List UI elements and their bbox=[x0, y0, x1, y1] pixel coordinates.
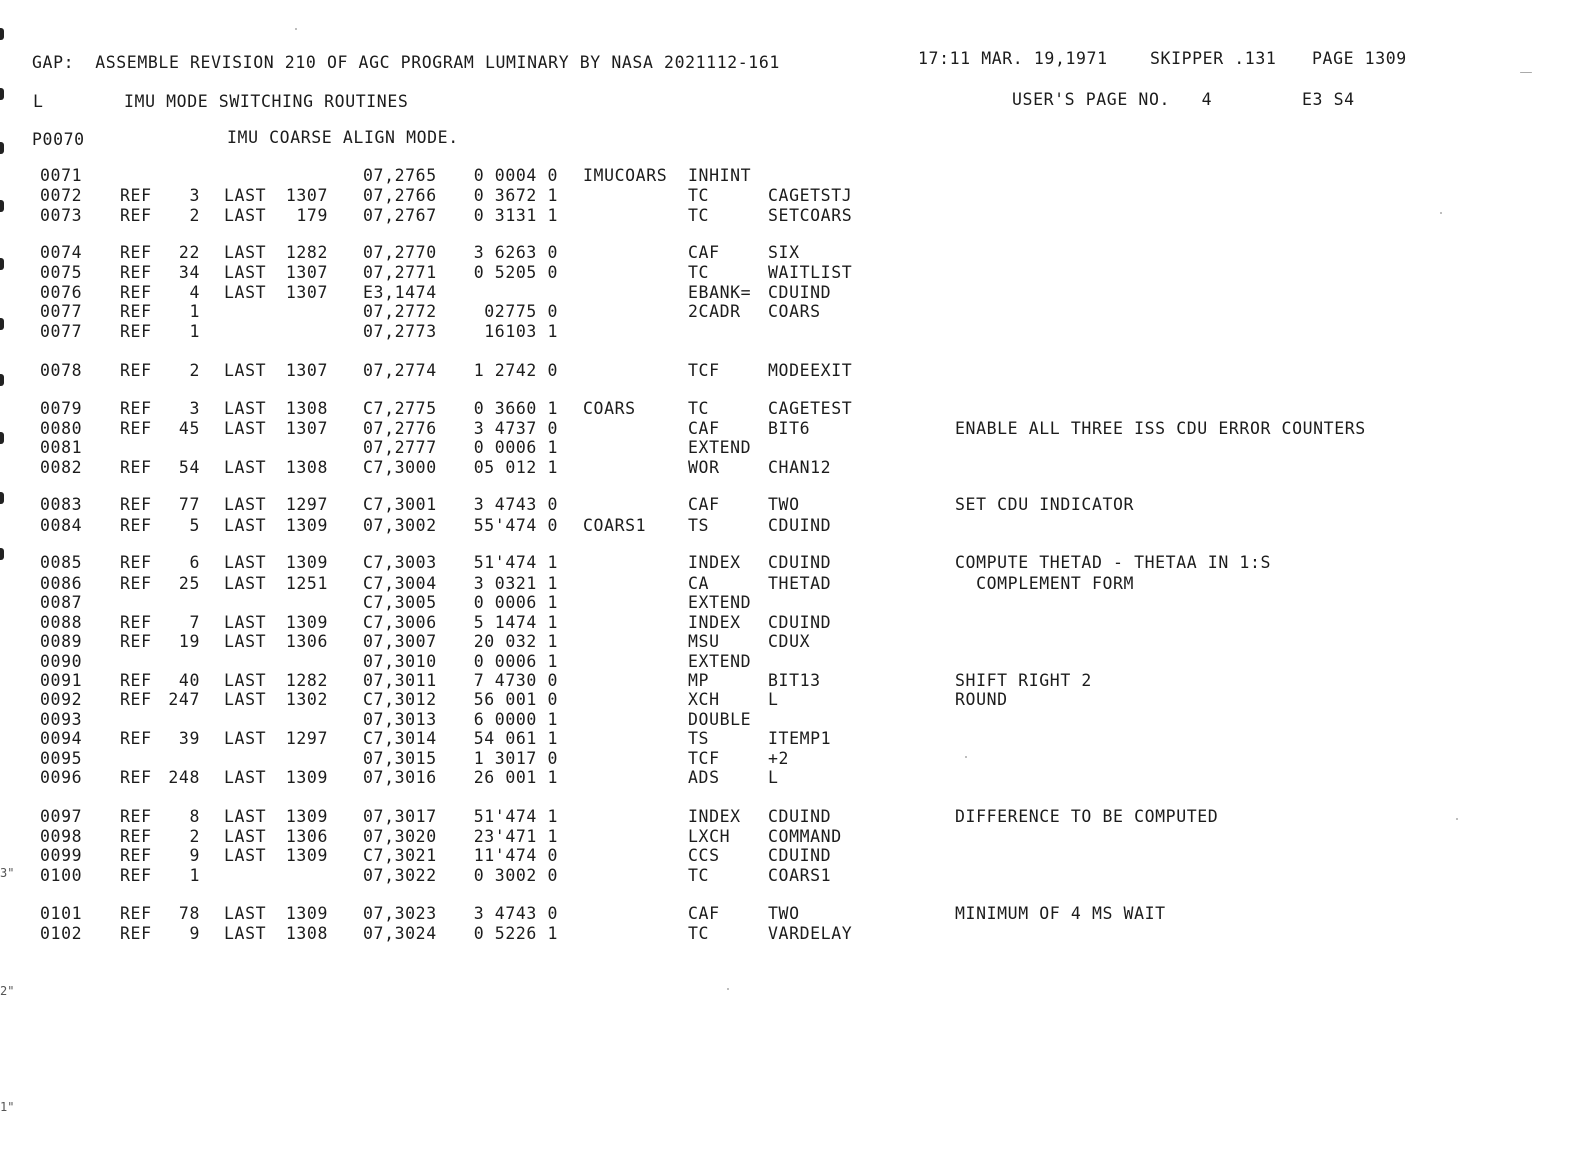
row-lastnum: 1306 bbox=[285, 632, 328, 651]
row-addr: 07,3002 bbox=[363, 516, 437, 535]
row-addr: 07,2774 bbox=[363, 361, 437, 380]
row-addr: C7,3001 bbox=[363, 495, 437, 514]
row-line: 0085 bbox=[40, 553, 83, 572]
row-label: COARS bbox=[583, 399, 636, 418]
row-comment: DIFFERENCE TO BE COMPUTED bbox=[955, 807, 1219, 826]
row-last: LAST bbox=[224, 632, 267, 651]
punch-hole bbox=[0, 142, 4, 154]
row-comment: ENABLE ALL THREE ISS CDU ERROR COUNTERS bbox=[955, 419, 1366, 438]
row-lastnum: 179 bbox=[296, 206, 328, 225]
row-lastnum: 1309 bbox=[285, 807, 328, 826]
row-ref: REF bbox=[120, 690, 152, 709]
row-operand: ITEMP1 bbox=[768, 729, 832, 748]
row-comment: COMPLEMENT FORM bbox=[955, 574, 1135, 593]
row-code: 23'471 1 bbox=[473, 827, 558, 846]
row-line: 0089 bbox=[40, 632, 83, 651]
row-last: LAST bbox=[224, 283, 267, 302]
row-operand: SIX bbox=[768, 243, 800, 262]
row-code: 0 0004 0 bbox=[473, 166, 558, 185]
scan-speck bbox=[1456, 818, 1458, 820]
skipper-label: SKIPPER .131 bbox=[1150, 49, 1277, 68]
row-op: CAF bbox=[688, 904, 720, 923]
row-op: LXCH bbox=[688, 827, 731, 846]
row-last: LAST bbox=[224, 924, 267, 943]
row-addr: 07,2771 bbox=[363, 263, 437, 282]
row-addr: 07,2776 bbox=[363, 419, 437, 438]
row-line: 0090 bbox=[40, 652, 83, 671]
row-addr: 07,3020 bbox=[363, 827, 437, 846]
row-op: TC bbox=[688, 263, 710, 282]
row-ref: REF bbox=[120, 827, 152, 846]
row-line: 0095 bbox=[40, 749, 83, 768]
row-operand: COMMAND bbox=[768, 827, 842, 846]
row-line: 0072 bbox=[40, 186, 83, 205]
row-code: 0 0006 1 bbox=[473, 652, 558, 671]
row-code: 20 032 1 bbox=[473, 632, 558, 651]
row-lastnum: 1307 bbox=[285, 263, 328, 282]
row-code: 0 3002 0 bbox=[473, 866, 558, 885]
routine-title: IMU MODE SWITCHING ROUTINES bbox=[124, 92, 409, 111]
row-op: DOUBLE bbox=[688, 710, 752, 729]
row-addr: 07,3015 bbox=[363, 749, 437, 768]
row-lastnum: 1251 bbox=[285, 574, 328, 593]
row-operand: MODEEXIT bbox=[768, 361, 853, 380]
row-refnum: 2 bbox=[189, 206, 200, 225]
row-op: CAF bbox=[688, 243, 720, 262]
row-addr: C7,3000 bbox=[363, 458, 437, 477]
margin-mark: 1" bbox=[0, 1100, 15, 1114]
punch-hole bbox=[0, 258, 4, 270]
row-lastnum: 1308 bbox=[285, 924, 328, 943]
row-ref: REF bbox=[120, 322, 152, 341]
row-last: LAST bbox=[224, 846, 267, 865]
row-refnum: 6 bbox=[189, 553, 200, 572]
row-lastnum: 1309 bbox=[285, 553, 328, 572]
row-refnum: 40 bbox=[178, 671, 200, 690]
row-line: 0091 bbox=[40, 671, 83, 690]
row-ref: REF bbox=[120, 263, 152, 282]
punch-hole bbox=[0, 28, 4, 40]
row-code: 7 4730 0 bbox=[473, 671, 558, 690]
row-ref: REF bbox=[120, 495, 152, 514]
row-line: 0077 bbox=[40, 302, 83, 321]
row-refnum: 2 bbox=[189, 827, 200, 846]
row-ref: REF bbox=[120, 283, 152, 302]
row-op: XCH bbox=[688, 690, 720, 709]
row-line: 0080 bbox=[40, 419, 83, 438]
row-code: 0 3672 1 bbox=[473, 186, 558, 205]
row-last: LAST bbox=[224, 574, 267, 593]
users-page: USER'S PAGE NO. 4 bbox=[1012, 90, 1213, 109]
row-ref: REF bbox=[120, 846, 152, 865]
row-code: 3 4743 0 bbox=[473, 904, 558, 923]
row-addr: 07,2765 bbox=[363, 166, 437, 185]
row-ref: REF bbox=[120, 302, 152, 321]
row-code: 05 012 1 bbox=[473, 458, 558, 477]
punch-hole bbox=[0, 548, 4, 560]
row-ref: REF bbox=[120, 516, 152, 535]
row-op: TC bbox=[688, 186, 710, 205]
row-last: LAST bbox=[224, 186, 267, 205]
row-operand: CDUIND bbox=[768, 553, 832, 572]
row-refnum: 19 bbox=[178, 632, 200, 651]
row-lastnum: 1307 bbox=[285, 283, 328, 302]
row-code: 02775 0 bbox=[484, 302, 558, 321]
row-addr: 07,3017 bbox=[363, 807, 437, 826]
row-line: 0078 bbox=[40, 361, 83, 380]
row-refnum: 78 bbox=[178, 904, 200, 923]
row-op: CAF bbox=[688, 495, 720, 514]
row-code: 3 4737 0 bbox=[473, 419, 558, 438]
row-comment: ROUND bbox=[955, 690, 1008, 709]
section-title: IMU COARSE ALIGN MODE. bbox=[227, 128, 459, 147]
row-refnum: 77 bbox=[178, 495, 200, 514]
row-refnum: 3 bbox=[189, 399, 200, 418]
row-line: 0098 bbox=[40, 827, 83, 846]
row-line: 0099 bbox=[40, 846, 83, 865]
row-operand: CAGETSTJ bbox=[768, 186, 853, 205]
row-last: LAST bbox=[224, 768, 267, 787]
row-line: 0086 bbox=[40, 574, 83, 593]
row-lastnum: 1307 bbox=[285, 186, 328, 205]
row-operand: CDUIND bbox=[768, 613, 832, 632]
row-op: CA bbox=[688, 574, 710, 593]
row-line: 0083 bbox=[40, 495, 83, 514]
row-addr: 07,3011 bbox=[363, 671, 437, 690]
row-last: LAST bbox=[224, 807, 267, 826]
row-last: LAST bbox=[224, 263, 267, 282]
row-operand: L bbox=[768, 690, 779, 709]
row-op: MSU bbox=[688, 632, 720, 651]
row-label: COARS1 bbox=[583, 516, 647, 535]
row-line: 0102 bbox=[40, 924, 83, 943]
row-operand: CDUIND bbox=[768, 516, 832, 535]
row-addr: 07,2766 bbox=[363, 186, 437, 205]
row-refnum: 9 bbox=[189, 924, 200, 943]
row-last: LAST bbox=[224, 516, 267, 535]
row-operand: CDUIND bbox=[768, 807, 832, 826]
punch-hole bbox=[0, 492, 4, 504]
row-addr: 07,3024 bbox=[363, 924, 437, 943]
row-last: LAST bbox=[224, 243, 267, 262]
row-operand: L bbox=[768, 768, 779, 787]
row-code: 0 5205 0 bbox=[473, 263, 558, 282]
row-refnum: 248 bbox=[168, 768, 200, 787]
row-ref: REF bbox=[120, 243, 152, 262]
row-refnum: 1 bbox=[189, 322, 200, 341]
row-op: INDEX bbox=[688, 613, 741, 632]
row-refnum: 5 bbox=[189, 516, 200, 535]
row-line: 0082 bbox=[40, 458, 83, 477]
row-addr: 07,3023 bbox=[363, 904, 437, 923]
scan-speck bbox=[295, 28, 297, 30]
row-addr: 07,2772 bbox=[363, 302, 437, 321]
row-op: TS bbox=[688, 729, 710, 748]
row-last: LAST bbox=[224, 553, 267, 572]
row-refnum: 54 bbox=[178, 458, 200, 477]
row-refnum: 1 bbox=[189, 866, 200, 885]
row-op: TC bbox=[688, 399, 710, 418]
row-code: 26 001 1 bbox=[473, 768, 558, 787]
row-line: 0087 bbox=[40, 593, 83, 612]
row-refnum: 7 bbox=[189, 613, 200, 632]
row-op: TC bbox=[688, 206, 710, 225]
row-ref: REF bbox=[120, 574, 152, 593]
row-addr: 07,3022 bbox=[363, 866, 437, 885]
row-op: EBANK= bbox=[688, 283, 752, 302]
row-ref: REF bbox=[120, 613, 152, 632]
row-addr: 07,2770 bbox=[363, 243, 437, 262]
row-refnum: 2 bbox=[189, 361, 200, 380]
row-refnum: 34 bbox=[178, 263, 200, 282]
row-addr: C7,3014 bbox=[363, 729, 437, 748]
row-line: 0092 bbox=[40, 690, 83, 709]
row-op: WOR bbox=[688, 458, 720, 477]
row-line: 0073 bbox=[40, 206, 83, 225]
row-last: LAST bbox=[224, 671, 267, 690]
punch-hole bbox=[0, 318, 4, 330]
row-code: 0 0006 1 bbox=[473, 438, 558, 457]
listing-type: L bbox=[33, 92, 44, 111]
row-code: 0 5226 1 bbox=[473, 924, 558, 943]
row-last: LAST bbox=[224, 361, 267, 380]
row-code: 3 4743 0 bbox=[473, 495, 558, 514]
row-addr: 07,2777 bbox=[363, 438, 437, 457]
row-code: 0 3660 1 bbox=[473, 399, 558, 418]
row-operand: THETAD bbox=[768, 574, 832, 593]
row-op: TCF bbox=[688, 749, 720, 768]
row-line: 0079 bbox=[40, 399, 83, 418]
row-operand: COARS bbox=[768, 302, 821, 321]
row-line: 0075 bbox=[40, 263, 83, 282]
punch-hole bbox=[0, 374, 4, 386]
row-refnum: 9 bbox=[189, 846, 200, 865]
punch-hole bbox=[0, 88, 4, 100]
scan-speck bbox=[965, 756, 967, 758]
row-last: LAST bbox=[224, 729, 267, 748]
row-op: EXTEND bbox=[688, 438, 752, 457]
row-op: EXTEND bbox=[688, 652, 752, 671]
row-op: 2CADR bbox=[688, 302, 741, 321]
row-code: 1 3017 0 bbox=[473, 749, 558, 768]
row-comment: MINIMUM OF 4 MS WAIT bbox=[955, 904, 1166, 923]
row-op: ADS bbox=[688, 768, 720, 787]
row-ref: REF bbox=[120, 866, 152, 885]
row-refnum: 4 bbox=[189, 283, 200, 302]
row-addr: 07,3010 bbox=[363, 652, 437, 671]
row-operand: COARS1 bbox=[768, 866, 832, 885]
row-operand: WAITLIST bbox=[768, 263, 853, 282]
timestamp: 17:11 MAR. 19,1971 bbox=[918, 49, 1108, 68]
row-label: IMUCOARS bbox=[583, 166, 668, 185]
row-lastnum: 1309 bbox=[285, 846, 328, 865]
row-lastnum: 1309 bbox=[285, 904, 328, 923]
row-op: CAF bbox=[688, 419, 720, 438]
row-last: LAST bbox=[224, 458, 267, 477]
row-code: 3 6263 0 bbox=[473, 243, 558, 262]
row-operand: CDUX bbox=[768, 632, 811, 651]
row-addr: C7,3012 bbox=[363, 690, 437, 709]
row-op: MP bbox=[688, 671, 710, 690]
row-operand: CAGETEST bbox=[768, 399, 853, 418]
row-ref: REF bbox=[120, 399, 152, 418]
row-code: 51'474 1 bbox=[473, 553, 558, 572]
row-code: 3 0321 1 bbox=[473, 574, 558, 593]
row-line: 0101 bbox=[40, 904, 83, 923]
row-addr: C7,3021 bbox=[363, 846, 437, 865]
row-line: 0088 bbox=[40, 613, 83, 632]
row-last: LAST bbox=[224, 495, 267, 514]
row-op: TS bbox=[688, 516, 710, 535]
row-line: 0077 bbox=[40, 322, 83, 341]
row-comment: COMPUTE THETAD - THETAA IN 1:S bbox=[955, 553, 1272, 572]
row-line: 0100 bbox=[40, 866, 83, 885]
row-addr: 07,3016 bbox=[363, 768, 437, 787]
row-op: TC bbox=[688, 866, 710, 885]
row-comment: SET CDU INDICATOR bbox=[955, 495, 1135, 514]
row-operand: CDUIND bbox=[768, 846, 832, 865]
row-addr: C7,3003 bbox=[363, 553, 437, 572]
row-lastnum: 1309 bbox=[285, 768, 328, 787]
row-comment: SHIFT RIGHT 2 bbox=[955, 671, 1092, 690]
row-lastnum: 1308 bbox=[285, 458, 328, 477]
row-refnum: 39 bbox=[178, 729, 200, 748]
row-lastnum: 1309 bbox=[285, 516, 328, 535]
row-refnum: 25 bbox=[178, 574, 200, 593]
row-lastnum: 1282 bbox=[285, 243, 328, 262]
row-addr: 07,3007 bbox=[363, 632, 437, 651]
row-operand: CHAN12 bbox=[768, 458, 832, 477]
row-lastnum: 1302 bbox=[285, 690, 328, 709]
row-code: 55'474 0 bbox=[473, 516, 558, 535]
punch-hole bbox=[0, 432, 4, 444]
row-operand: SETCOARS bbox=[768, 206, 853, 225]
row-code: 16103 1 bbox=[484, 322, 558, 341]
scan-speck bbox=[727, 988, 729, 990]
row-line: 0096 bbox=[40, 768, 83, 787]
row-addr: C7,3005 bbox=[363, 593, 437, 612]
row-line: 0093 bbox=[40, 710, 83, 729]
row-op: INDEX bbox=[688, 807, 741, 826]
row-addr: C7,2775 bbox=[363, 399, 437, 418]
row-operand: TWO bbox=[768, 904, 800, 923]
margin-mark: 3" bbox=[0, 866, 15, 880]
row-ref: REF bbox=[120, 458, 152, 477]
row-operand: BIT13 bbox=[768, 671, 821, 690]
row-ref: REF bbox=[120, 768, 152, 787]
row-op: INHINT bbox=[688, 166, 752, 185]
row-op: TC bbox=[688, 924, 710, 943]
page-number: PAGE 1309 bbox=[1312, 49, 1407, 68]
row-ref: REF bbox=[120, 419, 152, 438]
row-refnum: 45 bbox=[178, 419, 200, 438]
row-line: 0094 bbox=[40, 729, 83, 748]
row-lastnum: 1297 bbox=[285, 495, 328, 514]
row-op: INDEX bbox=[688, 553, 741, 572]
row-refnum: 1 bbox=[189, 302, 200, 321]
row-ref: REF bbox=[120, 206, 152, 225]
row-ref: REF bbox=[120, 553, 152, 572]
program-header: GAP: ASSEMBLE REVISION 210 OF AGC PROGRAM LUMINARY BY NASA 2021112-161 bbox=[32, 53, 780, 72]
row-lastnum: 1309 bbox=[285, 613, 328, 632]
scan-speck bbox=[1440, 212, 1442, 214]
row-ref: REF bbox=[120, 186, 152, 205]
punch-hole bbox=[0, 200, 4, 212]
row-lastnum: 1308 bbox=[285, 399, 328, 418]
row-operand: +2 bbox=[768, 749, 790, 768]
row-operand: BIT6 bbox=[768, 419, 811, 438]
row-operand: VARDELAY bbox=[768, 924, 853, 943]
row-op: EXTEND bbox=[688, 593, 752, 612]
row-code: 51'474 1 bbox=[473, 807, 558, 826]
row-code: 56 001 0 bbox=[473, 690, 558, 709]
row-line: 0097 bbox=[40, 807, 83, 826]
row-last: LAST bbox=[224, 904, 267, 923]
row-addr: 07,2773 bbox=[363, 322, 437, 341]
row-code: 0 3131 1 bbox=[473, 206, 558, 225]
row-code: 1 2742 0 bbox=[473, 361, 558, 380]
row-line: 0071 bbox=[40, 166, 83, 185]
row-ref: REF bbox=[120, 361, 152, 380]
row-operand: CDUIND bbox=[768, 283, 832, 302]
row-operand: TWO bbox=[768, 495, 800, 514]
margin-mark: 2" bbox=[0, 984, 15, 998]
row-ref: REF bbox=[120, 671, 152, 690]
row-refnum: 8 bbox=[189, 807, 200, 826]
row-code: 0 0006 1 bbox=[473, 593, 558, 612]
scan-speck bbox=[1520, 72, 1532, 73]
row-addr: 07,2767 bbox=[363, 206, 437, 225]
row-line: 0074 bbox=[40, 243, 83, 262]
row-lastnum: 1306 bbox=[285, 827, 328, 846]
row-code: 54 061 1 bbox=[473, 729, 558, 748]
row-code: 5 1474 1 bbox=[473, 613, 558, 632]
row-ref: REF bbox=[120, 924, 152, 943]
row-addr: E3,1474 bbox=[363, 283, 437, 302]
row-addr: C7,3006 bbox=[363, 613, 437, 632]
row-code: 6 0000 1 bbox=[473, 710, 558, 729]
row-refnum: 247 bbox=[168, 690, 200, 709]
row-line: 0076 bbox=[40, 283, 83, 302]
row-refnum: 22 bbox=[178, 243, 200, 262]
row-ref: REF bbox=[120, 904, 152, 923]
row-last: LAST bbox=[224, 399, 267, 418]
row-op: TCF bbox=[688, 361, 720, 380]
sector: E3 S4 bbox=[1302, 90, 1355, 109]
section-id: P0070 bbox=[32, 130, 85, 149]
row-ref: REF bbox=[120, 632, 152, 651]
row-last: LAST bbox=[224, 206, 267, 225]
row-last: LAST bbox=[224, 690, 267, 709]
row-last: LAST bbox=[224, 419, 267, 438]
row-lastnum: 1307 bbox=[285, 419, 328, 438]
row-lastnum: 1297 bbox=[285, 729, 328, 748]
row-lastnum: 1282 bbox=[285, 671, 328, 690]
row-last: LAST bbox=[224, 613, 267, 632]
row-refnum: 3 bbox=[189, 186, 200, 205]
row-last: LAST bbox=[224, 827, 267, 846]
row-addr: C7,3004 bbox=[363, 574, 437, 593]
row-addr: 07,3013 bbox=[363, 710, 437, 729]
row-ref: REF bbox=[120, 807, 152, 826]
row-code: 11'474 0 bbox=[473, 846, 558, 865]
row-op: CCS bbox=[688, 846, 720, 865]
row-line: 0081 bbox=[40, 438, 83, 457]
row-ref: REF bbox=[120, 729, 152, 748]
row-lastnum: 1307 bbox=[285, 361, 328, 380]
row-line: 0084 bbox=[40, 516, 83, 535]
